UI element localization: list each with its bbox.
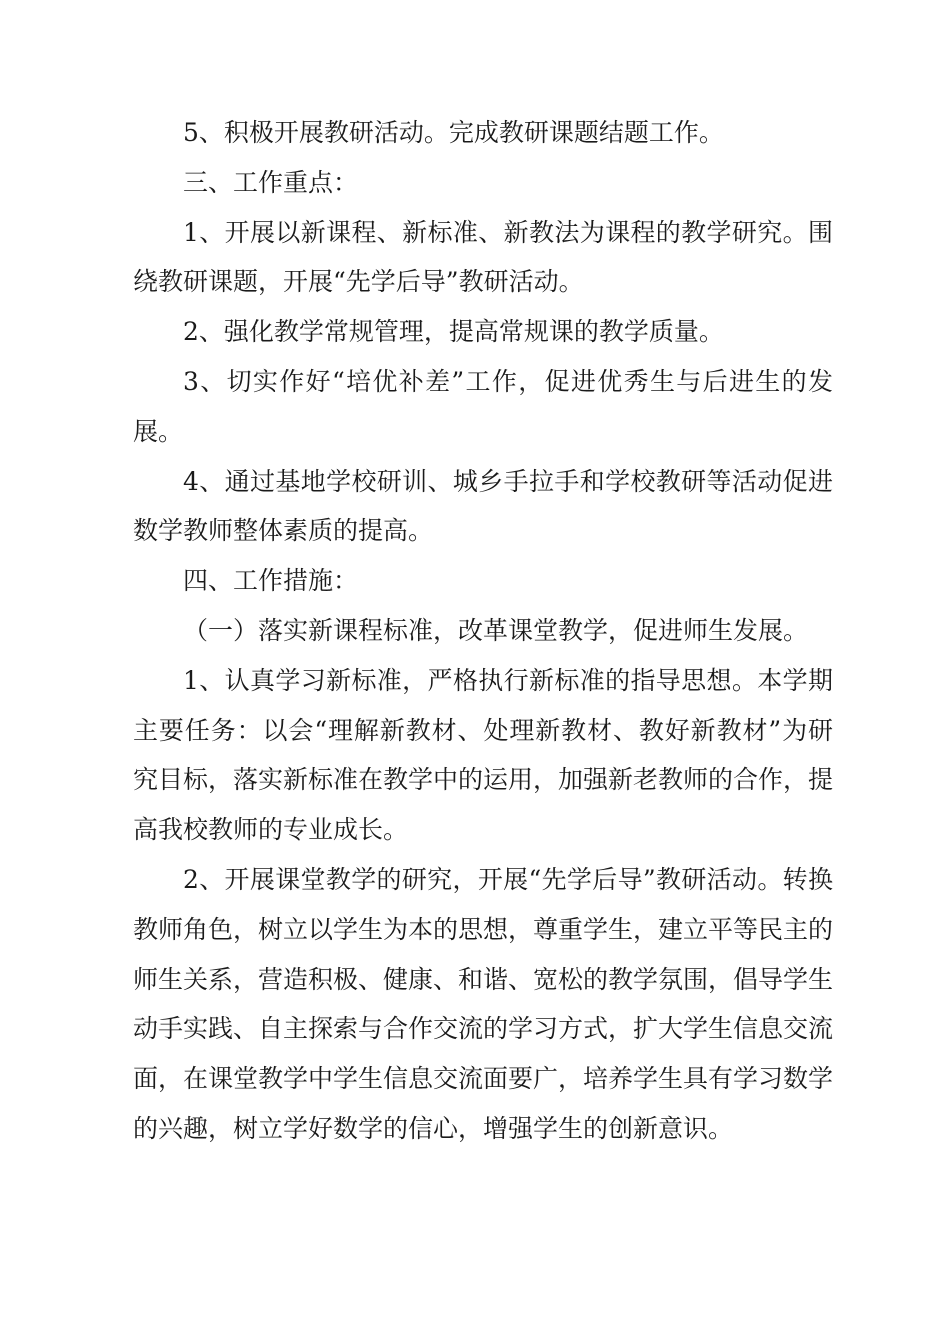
paragraph-focus-3: 3、切实作好“培优补差”工作，促进优秀生与后进生的发展。 bbox=[133, 366, 833, 446]
section-heading-work-measures: 四、工作措施： bbox=[183, 566, 359, 596]
paragraph-focus-1: 1、开展以新课程、新标准、新教法为课程的教学研究。围绕教研课题，开展“先学后导”教研活动。 bbox=[133, 217, 833, 297]
subsection-heading-1: （一）落实新课程标准，改革课堂教学，促进师生发展。 bbox=[183, 615, 809, 645]
paragraph-item-5-activities: 5、积极开展教研活动。完成教研课题结题工作。 bbox=[183, 118, 724, 147]
document-body bbox=[133, 108, 833, 1154]
paragraph-focus-4: 4、通过基地学校研训、城乡手拉手和学校教研等活动促进数学教师整体素质的提高。 bbox=[133, 466, 833, 546]
paragraph-measure-2: 2、开展课堂教学的研究，开展“先学后导”教研活动。转换教师角色，树立以学生为本的思想，尊重学生，建立平等民主的师生关系，营造积极、健康、和谐、宽松的教学氛围，倡导学生动手实践、自主探索与合作交流的学习方式，扩大学生信息交流面，在课堂教学中学生信息交流面要广，培养学生具有学习数学的兴趣，树立学好数学的信心，增强学生的创新意识。 bbox=[133, 864, 834, 1143]
section-heading-work-focus: 三、工作重点： bbox=[183, 167, 359, 197]
paragraph-measure-1: 1、认真学习新标准，严格执行新标准的指导思想。本学期主要任务：以会“理解新教材、处理新教材、教好新教材”为研究目标，落实新标准在教学中的运用，加强新老教师的合作，提高我校教师的专业成长。 bbox=[133, 665, 834, 845]
paragraph-focus-2: 2、强化教学常规管理，提高常规课的教学质量。 bbox=[183, 317, 724, 347]
